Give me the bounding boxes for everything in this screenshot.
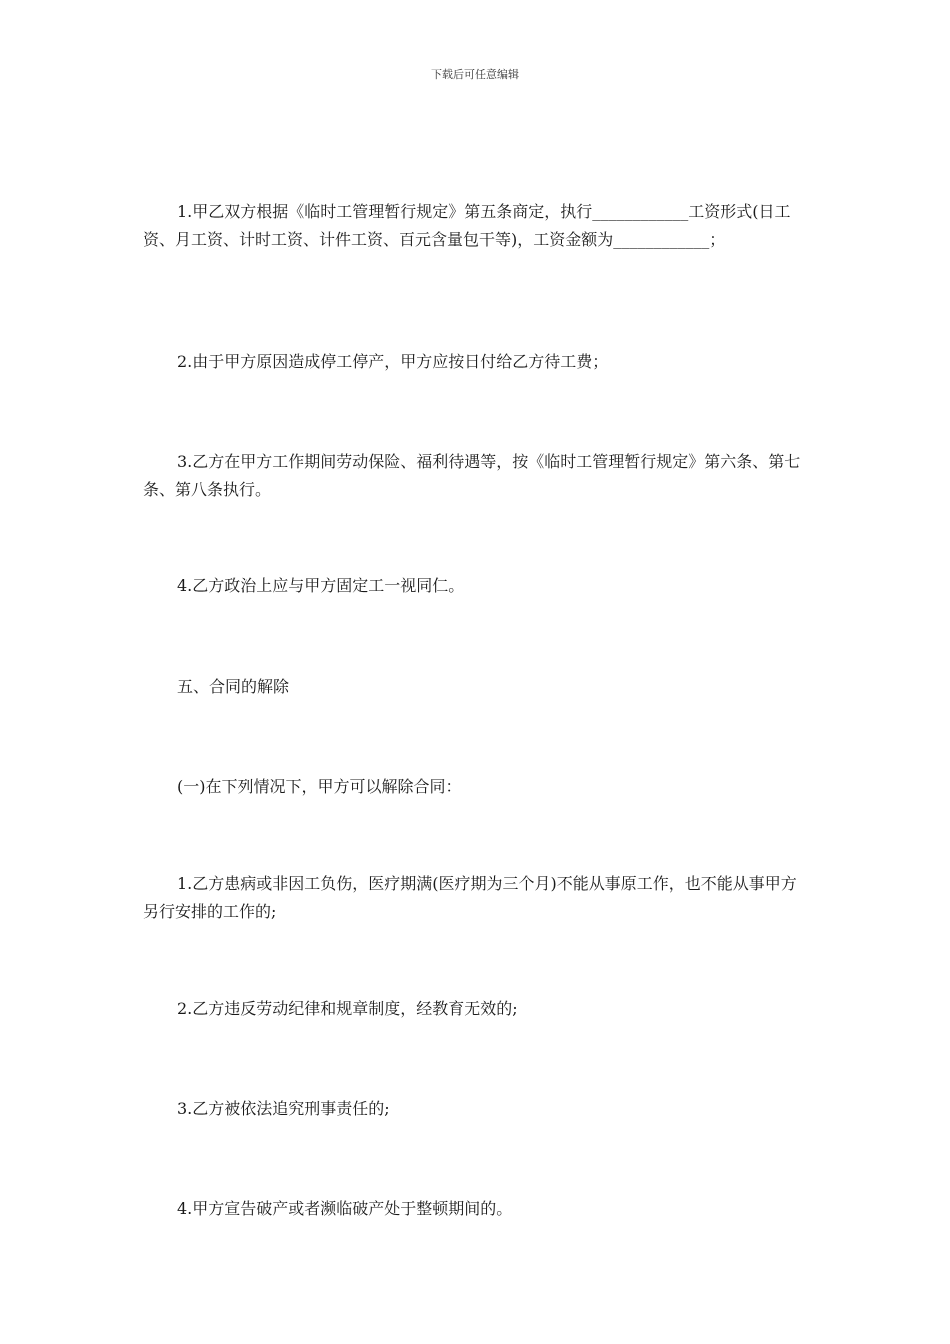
paragraph-standby-pay: 2.由于甲方原因造成停工停产，甲方应按日付给乙方待工费； <box>177 352 609 371</box>
subsection-heading-employer-termination: (一)在下列情况下，甲方可以解除合同： <box>177 777 462 796</box>
section-heading-termination: 五、合同的解除 <box>177 677 290 696</box>
page-header-note: 下载后可任意编辑 <box>431 68 519 81</box>
paragraph-bankruptcy: 4.甲方宣告破产或者濒临破产处于整顿期间的。 <box>177 1199 513 1218</box>
paragraph-wage-form: 1.甲乙双方根据《临时工管理暂行规定》第五条商定，执行____________工资形式(日工资、月工资、计时工资、计件工资、百元含量包干等)，工资金额为____________； <box>143 202 791 249</box>
paragraph-discipline-violation: 2.乙方违反劳动纪律和规章制度，经教育无效的; <box>177 999 518 1018</box>
paragraph-equal-treatment: 4.乙方政治上应与甲方固定工一视同仁。 <box>177 576 465 595</box>
paragraph-illness-injury: 1.乙方患病或非因工负伤，医疗期满(医疗期为三个月)不能从事原工作，也不能从事甲方另行安排的工作的; <box>143 874 797 921</box>
paragraph-insurance-welfare: 3.乙方在甲方工作期间劳动保险、福利待遇等，按《临时工管理暂行规定》第六条、第七条、第八条执行。 <box>143 452 801 499</box>
paragraph-criminal-liability: 3.乙方被依法追究刑事责任的; <box>177 1099 390 1118</box>
